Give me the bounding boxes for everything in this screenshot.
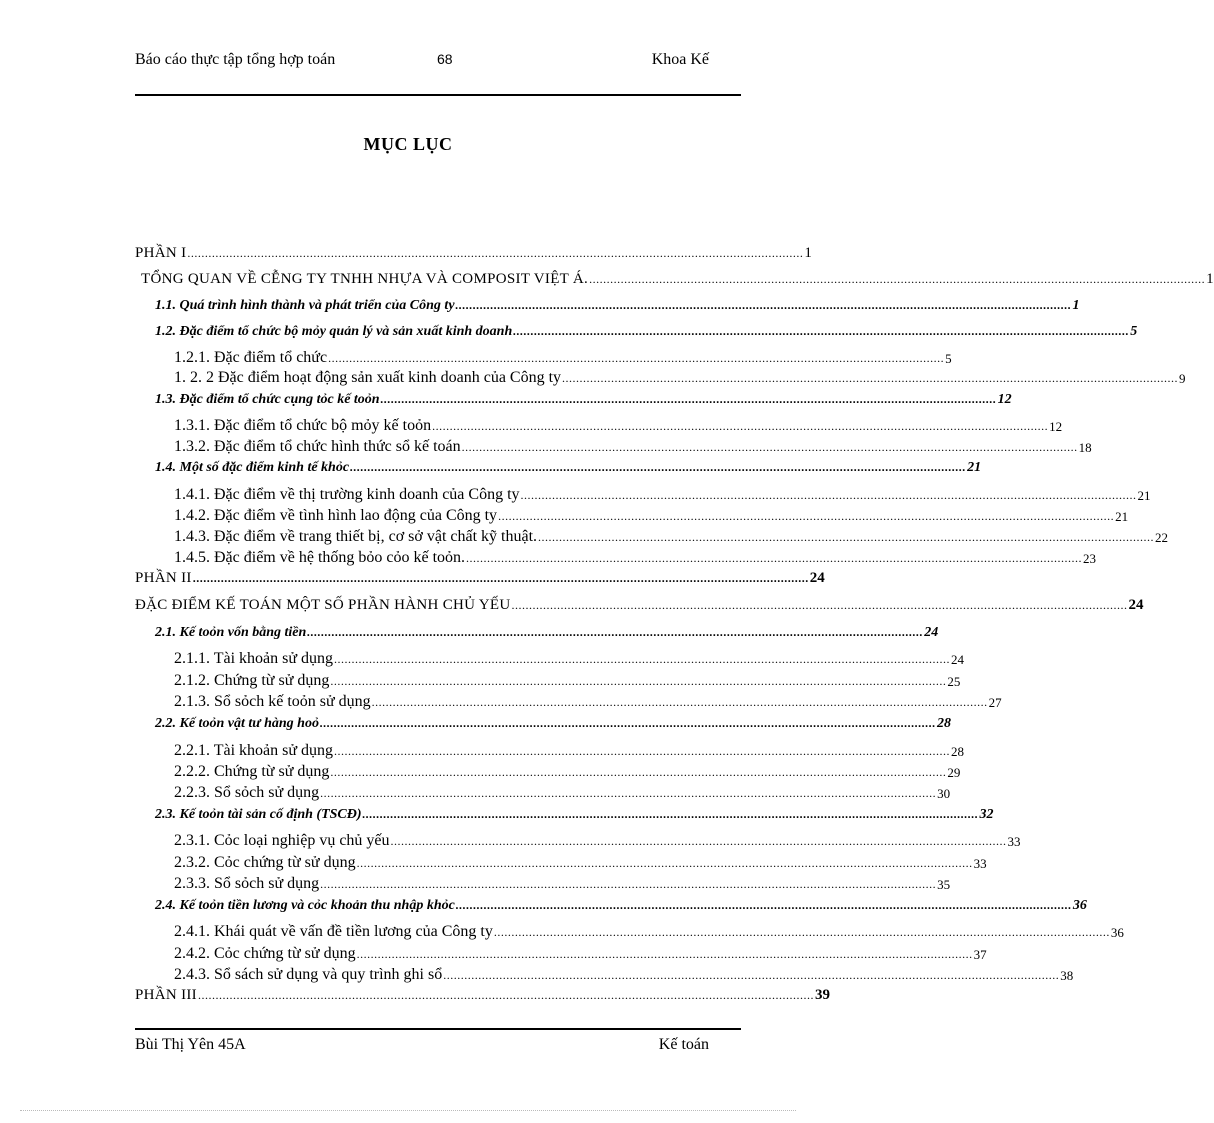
toc-leader-dots: ................................................................................................................................................................................	[356, 947, 973, 961]
toc-entry-1-3-1[interactable]	[135, 415, 1063, 435]
toc-leader-dots: ................................................................................................................................................................................	[371, 695, 988, 709]
toc-entry-part-3[interactable]	[135, 984, 830, 1004]
toc-entry-page: 37	[973, 947, 987, 962]
toc-entry-label: 2.3.1. Cỏc loại nghiệp vụ chủ yếu	[174, 832, 390, 849]
toc-entry-2-1-3[interactable]	[135, 691, 1002, 711]
toc-leader-dots: ................................................................................................................................................................................	[334, 744, 951, 758]
toc-entry-page: 5	[1130, 324, 1138, 339]
toc-leader-dots: ................................................................................................................................................................................	[192, 571, 809, 585]
toc-leader-dots: ................................................................................................................................................................................	[356, 856, 973, 870]
toc-leader-dots: ................................................................................................................................................................................	[511, 598, 1128, 612]
toc-entry-1-4-2[interactable]	[135, 505, 1129, 525]
toc-entry-2-1-2[interactable]	[135, 670, 961, 690]
toc-entry-label: 2.3.3. Sổ sỏch sử dụng	[174, 875, 320, 892]
toc-entry-label: 1. 2. 2 Đặc điểm hoạt động sản xuất kinh doanh của Công ty	[174, 369, 562, 386]
toc-entry-page: 9	[1179, 371, 1186, 386]
toc-entry-2-4[interactable]	[135, 894, 1087, 914]
toc-entry-page: 29	[947, 765, 961, 780]
toc-entry-2-4-3[interactable]	[135, 964, 1074, 984]
toc-entry-label: 2.1.1. Tài khoản sử dụng	[174, 650, 334, 667]
toc-entry-label: 2.3. Kế toỏn tài sản cố định (TSCĐ)	[155, 807, 362, 822]
toc-entry-label: 2.4. Kế toỏn tiền lương và cỏc khoản thu nhập khỏc	[155, 898, 455, 913]
toc-entry-1-2-1[interactable]	[135, 347, 952, 367]
toc-entry-label: 2.2.3. Sổ sỏch sử dụng	[174, 784, 320, 801]
toc-leader-dots: ................................................................................................................................................................................	[589, 272, 1206, 286]
toc-entry-label: 2.2. Kế toỏn vật tư hàng hoỏ	[155, 716, 319, 731]
toc-entry-label: 2.4.1. Khái quát về vấn đề tiền lương của Công ty	[174, 923, 493, 940]
toc-entry-1-3[interactable]	[135, 388, 1012, 408]
toc-entry-1-4-3[interactable]	[135, 526, 1169, 546]
toc-leader-dots: ................................................................................................................................................................................	[443, 968, 1060, 982]
toc-entry-page: 12	[1049, 419, 1063, 434]
toc-entry-label: 2.4.3. Sổ sách sử dụng và quy trình ghi sổ	[174, 966, 443, 983]
toc-entry-1-4-5[interactable]	[135, 547, 1097, 567]
toc-leader-dots: ................................................................................................................................................................................	[538, 530, 1155, 544]
toc-entry-page: 24	[924, 625, 939, 640]
toc-entry-1-2-2[interactable]	[135, 367, 1186, 387]
header-department: Khoa Kế	[651, 51, 709, 68]
page-header	[135, 50, 741, 96]
toc-entry-page: 23	[1083, 551, 1097, 566]
toc-entry-1-2[interactable]	[135, 320, 1138, 340]
toc-leader-dots: ................................................................................................................................................................................	[498, 509, 1115, 523]
footer-author: Bùi Thị Yên 45A	[135, 1036, 246, 1053]
toc-entry-page: 28	[951, 744, 965, 759]
toc-entry-page: 36	[1110, 925, 1124, 940]
toc-leader-dots: ................................................................................................................................................................................	[320, 877, 937, 891]
toc-entry-page: 24	[951, 652, 965, 667]
toc-leader-dots: ................................................................................................................................................................................	[466, 551, 1083, 565]
toc-entry-label: 2.3.2. Cỏc chứng từ sử dụng	[174, 854, 356, 871]
toc-entry-label: TỔNG QUAN VỀ CỄNG TY TNHH NHỰA VÀ COMPOSIT VIỆT Á.	[141, 271, 589, 287]
toc-entry-page: 22	[1155, 530, 1169, 545]
toc-leader-dots: ................................................................................................................................................................................	[307, 625, 924, 639]
toc-entry-2-4-1[interactable]	[135, 921, 1124, 941]
toc-entry-2-3-1[interactable]	[135, 830, 1021, 850]
toc-entry-label: 2.2.1. Tài khoản sử dụng	[174, 742, 334, 759]
toc-entry-page: 21	[1115, 509, 1129, 524]
toc-entry-2-2-3[interactable]	[135, 782, 951, 802]
page-bottom-divider	[20, 1110, 796, 1111]
toc-entry-page: 21	[967, 460, 982, 475]
toc-leader-dots: ................................................................................................................................................................................	[330, 765, 947, 779]
footer-class: Kế toán	[658, 1036, 709, 1053]
toc-leader-dots: ................................................................................................................................................................................	[328, 351, 945, 365]
toc-entry-2-3-2[interactable]	[135, 852, 987, 872]
toc-entry-label: 1.3.1. Đặc điểm tổ chức bộ mỏy kế toỏn	[174, 417, 432, 434]
toc-leader-dots: ................................................................................................................................................................................	[432, 419, 1049, 433]
toc-entry-part-1[interactable]	[135, 242, 812, 262]
toc-entry-page: 30	[937, 786, 951, 801]
toc-entry-1-4-1[interactable]	[135, 484, 1151, 504]
toc-leader-dots: ................................................................................................................................................................................	[390, 834, 1007, 848]
toc-entry-label: 1.1. Quá trình hình thành và phát triển của Công ty	[155, 298, 455, 313]
toc-entry-2-3[interactable]	[135, 803, 994, 823]
toc-leader-dots: ................................................................................................................................................................................	[320, 786, 937, 800]
toc-entry-page: 1	[1206, 271, 1214, 287]
toc-leader-dots: ................................................................................................................................................................................	[350, 460, 967, 474]
toc-entry-label: 2.1.2. Chứng từ sử dụng	[174, 672, 330, 689]
toc-entry-label: 1.4.5. Đặc điểm về hệ thống bỏo cỏo kế toỏn.	[174, 549, 466, 566]
toc-leader-dots: ................................................................................................................................................................................	[334, 652, 951, 666]
page-footer	[135, 1028, 741, 1053]
toc-entry-part-2-title[interactable]	[135, 594, 1144, 614]
toc-entry-label: 1.3. Đặc điểm tổ chức cụng tỏc kế toỏn	[155, 392, 380, 407]
toc-entry-label: 1.4.1. Đặc điểm về thị trường kinh doanh của Công ty	[174, 486, 520, 503]
toc-entry-label: ĐẶC ĐIỂM KẾ TOÁN MỘT SỐ PHẦN HÀNH CHỦ YẾU	[135, 597, 511, 613]
toc-entry-page: 21	[1137, 488, 1151, 503]
toc-entry-page: 25	[947, 674, 961, 689]
toc-leader-dots: ................................................................................................................................................................................	[455, 298, 1072, 312]
toc-leader-dots: ................................................................................................................................................................................	[513, 324, 1130, 338]
toc-entry-label: PHẦN II	[135, 570, 192, 586]
toc-entry-2-4-2[interactable]	[135, 943, 987, 963]
toc-entry-page: 35	[937, 877, 951, 892]
toc-entry-label: PHẦN III	[135, 987, 197, 1003]
toc-entry-2-2[interactable]	[135, 712, 951, 732]
toc-entry-1-4[interactable]	[135, 456, 982, 476]
toc-entry-page: 1	[1072, 298, 1080, 313]
toc-entry-page: 39	[814, 987, 830, 1003]
toc-leader-dots: ................................................................................................................................................................................	[330, 674, 947, 688]
toc-leader-dots: ................................................................................................................................................................................	[461, 440, 1078, 454]
toc-entry-2-3-3[interactable]	[135, 873, 951, 893]
toc-entry-page: 33	[1007, 834, 1021, 849]
toc-leader-dots: ................................................................................................................................................................................	[187, 246, 804, 260]
toc-entry-label: PHẦN I	[135, 245, 187, 261]
toc-entry-page: 12	[997, 392, 1012, 407]
toc-leader-dots: ................................................................................................................................................................................	[380, 392, 997, 406]
toc-entry-part-2[interactable]	[135, 567, 825, 587]
toc-leader-dots: ................................................................................................................................................................................	[493, 925, 1110, 939]
toc-entry-page: 36	[1072, 898, 1087, 913]
toc-entry-page: 24	[809, 570, 825, 586]
header-page-number: 68	[437, 51, 453, 67]
toc-entry-2-2-1[interactable]	[135, 740, 965, 760]
toc-entry-page: 1	[804, 245, 812, 261]
toc-entry-1-1[interactable]	[135, 294, 1080, 314]
toc-leader-dots: ................................................................................................................................................................................	[197, 988, 814, 1002]
toc-entry-label: 1.4.3. Đặc điểm về trang thiết bị, cơ sở vật chất kỹ thuật.	[174, 528, 538, 545]
toc-entry-label: 1.2.1. Đặc điểm tổ chức	[174, 349, 328, 366]
toc-entry-label: 2.4.2. Cỏc chứng từ sử dụng	[174, 945, 356, 962]
toc-entry-2-1[interactable]	[135, 621, 939, 641]
toc-leader-dots: ................................................................................................................................................................................	[455, 898, 1072, 912]
toc-entry-part-1-title[interactable]	[135, 268, 1214, 288]
toc-entry-label: 1.2. Đặc điểm tổ chức bộ mỏy quản lý và sản xuất kinh doanh	[155, 324, 513, 339]
toc-entry-label: 1.4. Một số đặc điểm kinh tế khỏc	[155, 460, 350, 475]
toc-entry-2-1-1[interactable]	[135, 648, 965, 668]
toc-entry-label: 2.1.3. Sổ sỏch kế toỏn sử dụng	[174, 693, 371, 710]
toc-entry-page: 18	[1078, 440, 1092, 455]
toc-entry-1-3-2[interactable]	[135, 436, 1092, 456]
toc-entry-label: 2.1. Kế toỏn vốn bằng tiền	[155, 625, 307, 640]
toc-entry-2-2-2[interactable]	[135, 761, 961, 781]
toc-leader-dots: ................................................................................................................................................................................	[562, 371, 1179, 385]
toc-entry-page: 32	[979, 807, 994, 822]
toc-entry-label: 1.3.2. Đặc điểm tổ chức hình thức sổ kế toán	[174, 438, 461, 455]
toc-entry-page: 38	[1060, 968, 1074, 983]
toc-title: MỤC LỤC	[363, 134, 453, 154]
toc-entry-page: 24	[1128, 597, 1144, 613]
header-report-title: Báo cáo thực tập tổng hợp toán	[135, 51, 336, 68]
toc-entry-label: 1.4.2. Đặc điểm về tình hình lao động của Công ty	[174, 507, 498, 524]
toc-entry-page: 5	[945, 351, 952, 366]
toc-entry-page: 27	[988, 695, 1002, 710]
toc-entry-page: 33	[973, 856, 987, 871]
toc-entry-label: 2.2.2. Chứng từ sử dụng	[174, 763, 330, 780]
toc-entry-page: 28	[936, 716, 951, 731]
toc-leader-dots: ................................................................................................................................................................................	[362, 807, 979, 821]
toc-leader-dots: ................................................................................................................................................................................	[319, 716, 936, 730]
toc-leader-dots: ................................................................................................................................................................................	[520, 488, 1137, 502]
